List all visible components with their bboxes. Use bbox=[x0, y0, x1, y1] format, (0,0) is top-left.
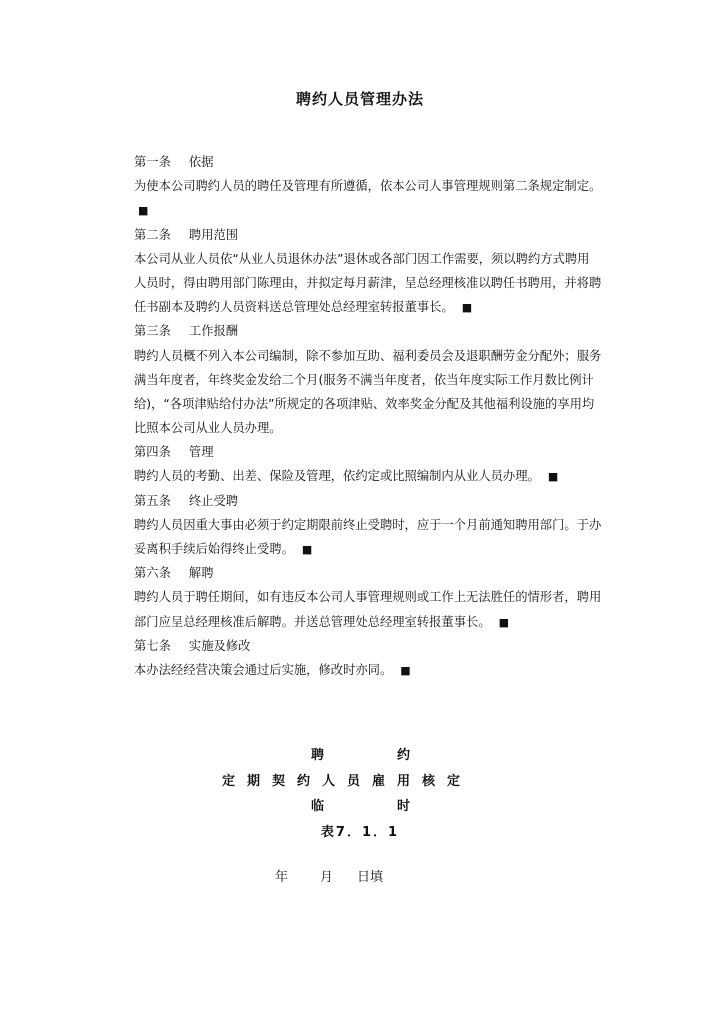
form-header-char: 雇 bbox=[372, 774, 386, 789]
article-text: 给)，“各项津贴给付办法”所规定的各项津贴、效率奖金分配及其他福利设施的享用均 bbox=[134, 396, 595, 411]
article-heading bbox=[134, 223, 614, 247]
end-mark-icon: ■ bbox=[138, 204, 149, 218]
article-text: 为使本公司聘约人员的聘任及管理有所遵循，依本公司人事管理规则第二条规定制定。 bbox=[134, 179, 602, 194]
article-heading-text: 依据 bbox=[188, 155, 214, 169]
form-header-char: 期 bbox=[247, 774, 261, 789]
form-header-char: 约 bbox=[397, 748, 411, 763]
article-text: 聘约人员因重大事由必须于约定期限前终止受聘时，应于一个月前通知聘用部门。于办 bbox=[134, 517, 602, 532]
article-heading-text: 工作报酬 bbox=[188, 324, 239, 339]
form-header-char: 契 bbox=[272, 774, 286, 789]
table-number: 表7．1．1 bbox=[320, 825, 400, 840]
form-header-char: 定 bbox=[222, 774, 236, 789]
article-heading-text: 实施及修改 bbox=[188, 638, 251, 653]
article-text-line bbox=[134, 537, 614, 561]
article-text-line bbox=[134, 271, 614, 295]
form-header-char: 临 bbox=[311, 799, 325, 814]
regulation-body bbox=[134, 150, 614, 682]
article-heading bbox=[134, 319, 614, 343]
end-mark-icon: ■ bbox=[461, 301, 473, 315]
article-text-line bbox=[134, 247, 614, 271]
form-header-char: 约 bbox=[297, 774, 311, 789]
article-text-line bbox=[134, 344, 614, 368]
article-text-line bbox=[134, 513, 614, 537]
article-text: 比照本公司从业人员办理。 bbox=[134, 421, 282, 436]
article-heading-text: 终止受聘 bbox=[188, 493, 239, 508]
article-heading bbox=[134, 634, 614, 658]
article-text-line bbox=[134, 368, 614, 392]
article-text-line bbox=[134, 416, 614, 440]
form-header-char: 定 bbox=[447, 774, 461, 789]
end-mark-icon: ■ bbox=[547, 470, 559, 484]
article-number: 第六条 bbox=[134, 566, 171, 581]
page-title: 聘约人员管理办法 bbox=[295, 90, 424, 108]
article-number: 第二条 bbox=[134, 227, 171, 242]
article-text: 本公司从业人员依“从业人员退休办法”退休或各部门因工作需要，须以聘约方式聘用 bbox=[134, 251, 590, 266]
form-header-char: 人 bbox=[322, 774, 336, 789]
form-header-char: 用 bbox=[397, 774, 411, 789]
date-day-label: 日填 bbox=[357, 870, 384, 885]
article-heading-text: 解聘 bbox=[188, 566, 214, 581]
article-text: 妥离积手续后始得终止受聘。 bbox=[134, 542, 294, 556]
end-mark-icon: ■ bbox=[301, 543, 313, 556]
article-text-line bbox=[134, 392, 614, 416]
article-number: 第四条 bbox=[134, 445, 171, 460]
article-text: 聘约人员概不列入本公司编制，除不参加互助、福利委员会及退职酬劳金分配外；服务 bbox=[134, 348, 602, 363]
article-number: 第五条 bbox=[134, 493, 171, 508]
article-text: 本办法经经营决策会通过后实施，修改时亦同。 bbox=[134, 662, 393, 677]
article-heading-text: 管理 bbox=[188, 445, 214, 460]
article-heading bbox=[134, 150, 614, 174]
article-text-line bbox=[134, 295, 614, 319]
form-header-char: 时 bbox=[397, 799, 411, 814]
form-header-char: 员 bbox=[347, 774, 361, 789]
article-number: 第三条 bbox=[134, 324, 171, 339]
article-text-line bbox=[134, 464, 614, 488]
article-text-line bbox=[134, 174, 614, 198]
form-header-char: 聘 bbox=[311, 748, 325, 763]
article-text-line bbox=[134, 610, 614, 634]
form-header-char: 核 bbox=[422, 774, 436, 789]
article-heading bbox=[134, 489, 614, 513]
article-text: 聘约人员的考勤、出差、保险及管理，依约定或比照编制内从业人员办理。 bbox=[134, 469, 540, 484]
date-month-label: 月 bbox=[320, 870, 334, 885]
article-text: 满当年度者，年终奖金发给二个月(服务不满当年度者，依当年度实际工作月数比例计 bbox=[134, 372, 594, 387]
article-text: 聘约人员于聘任期间，如有违反本公司人事管理规则或工作上无法胜任的情形者，聘用 bbox=[134, 590, 602, 605]
article-heading bbox=[134, 561, 614, 585]
article-text-line bbox=[134, 658, 614, 682]
end-mark-icon: ■ bbox=[498, 615, 510, 629]
article-number: 第一条 bbox=[134, 155, 171, 169]
date-year-label: 年 bbox=[275, 870, 289, 885]
article-text: 人员时，得由聘用部门陈理由，并拟定每月薪津，呈总经理核准以聘任书聘用，并将聘 bbox=[134, 275, 602, 290]
end-mark-icon: ■ bbox=[400, 663, 411, 677]
article-text: 部门应呈总经理核准后解聘。并送总管理处总经理室转报董事长。 bbox=[134, 614, 491, 629]
end-mark-line bbox=[134, 198, 614, 222]
article-text: 任书副本及聘约人员资料送总管理处总经理室转报董事长。 bbox=[134, 300, 454, 315]
article-text-line bbox=[134, 585, 614, 609]
article-number: 第七条 bbox=[134, 638, 171, 653]
article-heading-text: 聘用范围 bbox=[188, 227, 239, 242]
article-heading bbox=[134, 440, 614, 464]
